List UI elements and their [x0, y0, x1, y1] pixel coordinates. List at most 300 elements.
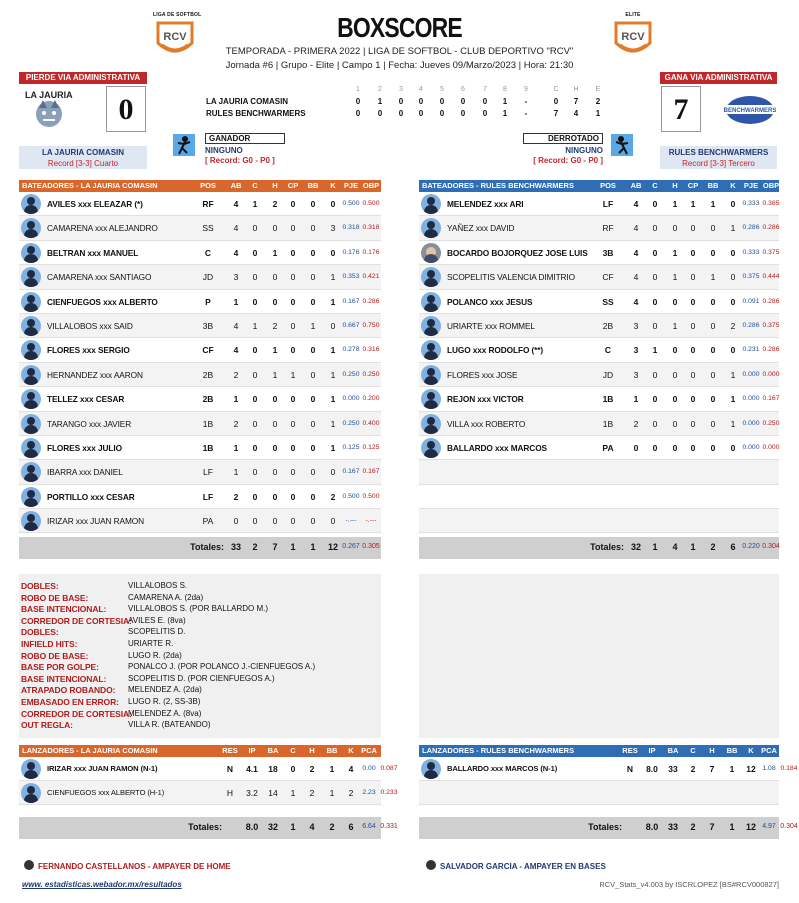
- avatar-head: [27, 490, 35, 498]
- stat-obp: 0.400: [362, 419, 380, 427]
- column-header: K: [348, 746, 354, 755]
- stat-obp: 0.167: [362, 468, 380, 476]
- avatar-body: [24, 351, 38, 360]
- stat-bb: 0: [710, 345, 716, 356]
- stat-k: 1: [730, 394, 736, 405]
- batter-row: [419, 192, 779, 216]
- stat-obp: 0.125: [362, 443, 380, 451]
- results-link[interactable]: www. estadisticas.webador.mx/resultados: [22, 880, 182, 889]
- batter-row: [19, 265, 381, 289]
- stat-c: 0: [652, 272, 658, 283]
- stat-pje: 0.286: [742, 321, 760, 329]
- stat-c: 0: [290, 764, 296, 774]
- away-team-card: [19, 146, 147, 169]
- stat-h: 0: [272, 467, 278, 478]
- inning-number: 2: [378, 86, 382, 93]
- stat-bb: 0: [310, 516, 316, 527]
- column-header: RES: [622, 746, 638, 755]
- away-logo-text: LA JAURIA: [25, 90, 73, 100]
- player-name[interactable]: SCOPELITIS VALENCIA DIMITRIO: [447, 272, 575, 283]
- batter-row: [19, 216, 381, 240]
- player-name[interactable]: FLORES xxx SERGIO: [47, 345, 130, 356]
- stat-obp: 0.286: [762, 346, 780, 354]
- avatar-body: [424, 351, 438, 360]
- totals-row: [419, 817, 798, 839]
- player-avatar-icon: [21, 267, 41, 287]
- stat-ab: 4: [233, 223, 239, 234]
- stat-obp: 0.318: [362, 224, 380, 232]
- stat-pos: SS: [602, 296, 614, 307]
- player-name[interactable]: TARANGO xxx JAVIER: [47, 418, 132, 429]
- stat-pos: 1B: [202, 418, 214, 429]
- stat-pje: 0.353: [342, 273, 360, 281]
- stat-c: 0: [652, 296, 658, 307]
- stat-pca: 0.00: [362, 765, 376, 772]
- player-name[interactable]: VILLA xxx ROBERTO: [447, 418, 526, 429]
- stat-k: 0: [730, 199, 736, 209]
- stat-h: 0: [672, 369, 678, 380]
- column-header: BB: [307, 181, 319, 190]
- batter-row: [419, 338, 779, 362]
- batter-row: [419, 241, 779, 265]
- player-avatar-icon: [421, 759, 441, 779]
- total-obp: 0.304: [762, 543, 780, 551]
- column-header: C: [690, 746, 696, 755]
- stat-bb: 0: [310, 247, 316, 258]
- umpire-bases: [426, 860, 606, 871]
- stat-pje: 0.278: [342, 346, 360, 354]
- player-avatar-icon: [21, 340, 41, 360]
- inning-runs: 0: [398, 109, 404, 118]
- stat-res: H: [226, 788, 234, 798]
- game-notes: [19, 574, 381, 738]
- note-key: ROBO DE BASE:: [21, 592, 89, 603]
- stat-pje: 0.318: [342, 224, 360, 232]
- avatar-head: [27, 197, 35, 205]
- avatar-body: [424, 205, 438, 214]
- stat-pos: LF: [602, 199, 614, 209]
- batter-row: [419, 290, 779, 314]
- stat-cp: 0: [290, 345, 296, 356]
- inning-number: 6: [461, 86, 465, 93]
- column-header: PJE: [343, 181, 359, 190]
- stat-h: 0: [272, 296, 278, 307]
- table-spacer: [419, 805, 779, 817]
- avatar-body: [24, 449, 38, 458]
- stat-pop: 0.184: [780, 765, 798, 772]
- note-key: EMBASADO EN ERROR:: [21, 697, 119, 707]
- note-value: LUGO R. (2da): [128, 650, 182, 660]
- player-name[interactable]: LUGO xxx RODOLFO (**): [447, 345, 544, 356]
- home_pitching-header: [419, 745, 797, 757]
- player-name[interactable]: BOCARDO BOJORQUEZ JOSE LUIS: [447, 247, 588, 258]
- home-team-logo: [722, 88, 778, 132]
- stat-h: 1: [672, 247, 678, 258]
- player-name[interactable]: CIENFUEGOS xxx ALBERTO: [47, 296, 158, 307]
- stat-ab: 3: [233, 272, 239, 283]
- batter-row: [419, 363, 779, 387]
- total-pop: 0.331: [380, 823, 398, 830]
- player-avatar-icon: [21, 783, 41, 803]
- pitcher-row: [419, 757, 798, 781]
- total-h: 7: [272, 542, 278, 553]
- column-header: BB: [726, 746, 738, 755]
- avatar-head: [427, 441, 435, 449]
- player-name[interactable]: CAMARENA xxx SANTIAGO: [47, 272, 152, 283]
- winner-label: GANADOR: [205, 133, 285, 144]
- stat-obp: 0.250: [362, 370, 380, 378]
- stat-ab: 3: [633, 345, 639, 356]
- league-logo-caption: LIGA DE SOFTBOL: [153, 12, 202, 18]
- player-avatar-icon: [421, 438, 441, 458]
- pitcher-row: [19, 757, 398, 781]
- batter-row: [19, 338, 381, 362]
- batter-row: [419, 265, 779, 289]
- stat-pje: 0.176: [342, 248, 360, 256]
- player-avatar-icon: [421, 243, 441, 263]
- avatar-head: [27, 417, 35, 425]
- stat-pca: 1.08: [762, 765, 776, 772]
- inning-runs: 0: [460, 109, 466, 118]
- stat-k: 3: [330, 223, 336, 234]
- column-header: AB: [630, 181, 642, 190]
- stat-pje: 0.000: [742, 443, 760, 451]
- stat-ba: 33: [668, 764, 678, 774]
- stat-obp: 0.286: [762, 224, 780, 232]
- avatar-head: [27, 392, 35, 400]
- stat-cp: 0: [690, 442, 696, 453]
- total-h: 4: [309, 822, 315, 832]
- stat-h: 0: [272, 394, 278, 405]
- column-header: POS: [200, 181, 216, 190]
- stat-obp: 0.000: [762, 443, 780, 451]
- stat-k: 1: [730, 223, 736, 234]
- stat-k: 0: [730, 272, 736, 283]
- stat-bb: 0: [310, 418, 316, 429]
- away_pitching-header: [19, 745, 397, 757]
- note-key: DOBLES:: [21, 581, 59, 591]
- avatar-body: [24, 400, 38, 409]
- player-name[interactable]: PORTILLO xxx CESAR: [47, 491, 135, 502]
- note-value: VILLALOBOS S.: [128, 581, 188, 590]
- stat-h: 0: [272, 491, 278, 502]
- stat-cp: 0: [290, 491, 296, 502]
- stat-bb: 0: [310, 296, 316, 307]
- player-name[interactable]: IBARRA xxx DANIEL: [47, 467, 123, 478]
- player-avatar-icon: [21, 759, 41, 779]
- rhe-value: 7: [573, 97, 579, 106]
- avatar-head: [427, 270, 435, 278]
- stat-pje: 0.333: [742, 248, 760, 256]
- avatar-body: [24, 770, 38, 779]
- note-value: LUGO R. (2, SS-3B): [128, 697, 201, 706]
- stat-pje: 0.333: [742, 200, 760, 207]
- stat-cp: 0: [290, 247, 296, 258]
- avatar-head: [27, 465, 35, 473]
- player-name[interactable]: VILLALOBOS xxx SAID: [47, 320, 133, 331]
- player-name[interactable]: POLANCO xxx JESUS: [447, 296, 533, 307]
- home-logo-text: BENCHWARMERS: [723, 108, 777, 114]
- total-k: 12: [745, 822, 756, 832]
- stat-c: 1: [252, 199, 258, 209]
- stat-pje: 0.250: [342, 370, 360, 378]
- stat-bb: 0: [710, 394, 716, 405]
- pitcher-icon: [173, 134, 195, 156]
- player-avatar-icon: [21, 511, 41, 531]
- player-name[interactable]: HERNANDEZ xxx AARON: [47, 369, 143, 380]
- avatar-head: [427, 417, 435, 425]
- stat-c: 2: [690, 764, 696, 774]
- column-header: C: [290, 746, 296, 755]
- inning-runs: -: [524, 109, 528, 118]
- stat-k: 0: [330, 467, 336, 478]
- page-title: BOXSCORE: [337, 12, 462, 43]
- stat-cp: 0: [290, 320, 296, 331]
- stat-k: 0: [330, 516, 336, 527]
- batter-row: [19, 436, 381, 460]
- avatar-body: [424, 400, 438, 409]
- stat-obp: 0.750: [362, 321, 380, 329]
- avatar-body: [24, 498, 38, 507]
- stat-ab: 2: [633, 418, 639, 429]
- stat-c: 0: [252, 296, 258, 307]
- stat-h: 1: [672, 272, 678, 283]
- player-name[interactable]: URIARTE xxx ROMMEL: [447, 320, 535, 331]
- player-name[interactable]: IRIZAR xxx JUAN RAMON (N-1): [47, 764, 158, 773]
- stat-h: 2: [309, 788, 315, 798]
- stat-pje: 0.000: [742, 370, 760, 378]
- away-score: 0: [106, 86, 146, 132]
- column-header: POP: [381, 746, 397, 755]
- batter-row: [19, 314, 381, 338]
- totals-label: Totales:: [588, 822, 622, 832]
- umpire-home-label: FERNANDO CASTELLANOS - AMPAYER DE HOME: [38, 862, 231, 871]
- home-team-name: RULES BENCHWARMERS: [668, 148, 769, 157]
- avatar-head: [27, 221, 35, 229]
- linescore: [206, 86, 606, 122]
- stat-bb: 1: [329, 788, 335, 798]
- stat-c: 0: [652, 442, 658, 453]
- stat-pos: SS: [202, 223, 214, 234]
- player-avatar-icon: [421, 194, 441, 214]
- stat-cp: 0: [690, 223, 696, 234]
- player-avatar-icon: [421, 340, 441, 360]
- home-result-banner: GANA VIA ADMINISTRATIVA: [660, 72, 777, 84]
- stat-cp: 0: [290, 296, 296, 307]
- column-header: BA: [267, 746, 279, 755]
- total-pca: 6.64: [362, 823, 376, 830]
- stat-pos: JD: [602, 369, 614, 380]
- player-avatar-icon: [21, 487, 41, 507]
- column-header: OBP: [762, 181, 780, 190]
- stat-pje: 0.000: [742, 395, 760, 403]
- note-key: CORREDOR DE CORTESIA:: [21, 708, 132, 719]
- stat-obp: 0.286: [362, 297, 380, 305]
- total-cp: 1: [290, 542, 296, 553]
- batter-row: [19, 412, 381, 436]
- linescore-team: LA JAURIA COMASIN: [206, 97, 289, 106]
- inning-number: 3: [399, 86, 403, 93]
- stat-h: 1: [272, 369, 278, 380]
- total-k: 12: [327, 542, 338, 553]
- column-header: BB: [326, 746, 338, 755]
- stat-pos: CF: [602, 272, 614, 283]
- player-avatar-icon: [21, 316, 41, 336]
- avatar-body: [24, 473, 38, 482]
- inning-number: 5: [440, 86, 444, 93]
- note-value: VILLALOBOS S. (POR BALLARDO M.): [128, 604, 269, 614]
- avatar-body: [424, 770, 438, 779]
- stat-h: 1: [672, 320, 678, 331]
- stat-ip: 8.0: [646, 764, 658, 774]
- stat-c: 0: [652, 247, 658, 258]
- note-value: SCOPELITIS D. (POR CIENFUEGOS A.): [128, 673, 275, 683]
- player-name[interactable]: CIENFUEGOS xxx ALBERTO (H-1): [47, 788, 165, 797]
- rhe-value: 2: [595, 97, 601, 106]
- player-name[interactable]: REJON xxx VICTOR: [447, 394, 524, 405]
- player-name[interactable]: MELENDEZ xxx ARI: [447, 199, 524, 209]
- home-score: 7: [661, 86, 701, 132]
- rhe-value: 7: [553, 109, 559, 118]
- stat-cp: 0: [690, 320, 696, 331]
- batter-row: [19, 485, 381, 509]
- column-header: BA: [667, 746, 679, 755]
- stat-pos: 3B: [202, 320, 214, 331]
- total-k: 6: [348, 822, 354, 832]
- stat-pos: 3B: [602, 247, 614, 258]
- column-header: C: [652, 181, 658, 190]
- season-subtitle: TEMPORADA - PRIMERA 2022 | LIGA DE SOFTBOL - CLUB DEPORTIVO "RCV": [225, 46, 574, 57]
- stat-c: 0: [252, 272, 258, 283]
- stat-pos: 2B: [202, 394, 214, 405]
- avatar-body: [24, 522, 38, 531]
- stat-bb: 0: [710, 442, 716, 453]
- stat-pos: 2B: [202, 369, 214, 380]
- player-name[interactable]: AVILES xxx ELEAZAR (*): [47, 199, 143, 209]
- player-name[interactable]: YAÑEZ xxx DAVID: [447, 223, 515, 234]
- stat-obp: 0.385: [762, 200, 780, 207]
- stat-bb: 0: [310, 467, 316, 478]
- stat-ab: 4: [233, 199, 239, 209]
- away_batting-header: [19, 180, 381, 192]
- stat-cp: 0: [690, 394, 696, 405]
- player-avatar-icon: [21, 292, 41, 312]
- stat-cp: 0: [290, 467, 296, 478]
- table-title: LANZADORES - LA JAURIA COMASIN: [22, 746, 158, 755]
- total-cp: 1: [690, 542, 696, 553]
- batter-row: [19, 509, 381, 533]
- stat-h: 1: [272, 345, 278, 356]
- avatar-body: [24, 254, 38, 263]
- stat-c: 0: [252, 467, 258, 478]
- player-name[interactable]: FLORES xxx JULIO: [47, 442, 122, 453]
- stat-c: 0: [652, 394, 658, 405]
- stat-ab: 2: [233, 491, 239, 502]
- player-avatar-icon: [421, 316, 441, 336]
- inning-number: 8: [503, 86, 507, 93]
- avatar-head: [27, 441, 35, 449]
- stat-c: 0: [252, 345, 258, 356]
- batter-row: [419, 436, 779, 460]
- table-title: BATEADORES - RULES BENCHWARMERS: [422, 181, 574, 190]
- column-header: H: [709, 746, 715, 755]
- stat-ab: 4: [633, 199, 639, 209]
- stat-obp: 0.375: [762, 321, 780, 329]
- avatar-head: [27, 514, 35, 522]
- stat-obp: -.---: [365, 517, 377, 525]
- player-name[interactable]: BALLARDO xxx MARCOS (N-1): [447, 764, 558, 773]
- stat-ab: 0: [633, 442, 639, 453]
- note-value: AVILES E. (8va): [128, 615, 186, 625]
- avatar-body: [424, 278, 438, 287]
- player-avatar-icon: [421, 414, 441, 434]
- loser-record: [ Record: G0 - P0 ]: [533, 156, 603, 165]
- stat-pje: 0.125: [342, 443, 360, 451]
- winner-name: NINGUNO: [205, 146, 243, 155]
- player-avatar-icon: [421, 389, 441, 409]
- stat-k: 2: [330, 491, 336, 502]
- stat-pop: 0.087: [380, 765, 398, 772]
- stat-k: 12: [746, 764, 756, 774]
- player-name[interactable]: CAMARENA xxx ALEJANDRO: [47, 223, 158, 234]
- player-name[interactable]: FLORES xxx JOSE: [447, 369, 518, 380]
- stat-h: 1: [272, 247, 278, 258]
- table-title: BATEADORES - LA JAURIA COMASIN: [22, 181, 158, 190]
- stat-ab: 4: [633, 296, 639, 307]
- player-name[interactable]: IRIZAR xxx JUAN RAMON: [47, 516, 145, 527]
- home-team-record: Record [3-3] Tercero: [682, 159, 755, 168]
- stat-h: 0: [272, 223, 278, 234]
- avatar-body: [24, 303, 38, 312]
- stat-h: 2: [309, 764, 315, 774]
- stat-ab: 4: [233, 320, 239, 331]
- stat-h: 0: [272, 418, 278, 429]
- stat-pos: LF: [203, 467, 213, 478]
- stat-pos: C: [604, 345, 612, 356]
- stat-h: 0: [272, 442, 278, 453]
- total-ip: 8.0: [245, 822, 259, 832]
- avatar-body: [424, 229, 438, 238]
- column-header: H: [309, 746, 315, 755]
- stat-ab: 0: [233, 516, 239, 527]
- player-name[interactable]: TELLEZ xxx CESAR: [47, 394, 125, 405]
- stat-bb: 0: [310, 442, 316, 453]
- stat-ab: 1: [233, 467, 239, 478]
- avatar-head: [27, 246, 35, 254]
- inning-number: 7: [483, 86, 487, 93]
- stat-cp: 0: [290, 418, 296, 429]
- stat-ab: 1: [233, 296, 239, 307]
- stat-cp: 0: [290, 394, 296, 405]
- avatar-body: [24, 327, 38, 336]
- rhe-value: 0: [553, 97, 559, 106]
- loser-name: NINGUNO: [565, 146, 603, 155]
- empty-row: [419, 485, 779, 509]
- avatar-body: [424, 376, 438, 385]
- version-label: RCV_Stats_v4.003 by ISCRLOPEZ [BS#RCV000827]: [599, 880, 779, 889]
- player-name[interactable]: BALLARDO xxx MARCOS: [447, 442, 547, 453]
- batter-row: [19, 363, 381, 387]
- player-name[interactable]: BELTRAN xxx MANUEL: [47, 247, 139, 258]
- avatar-head: [27, 368, 35, 376]
- stat-pje: 0.091: [742, 297, 760, 305]
- elite-logo-text: RCV: [621, 31, 645, 43]
- empty-row: [419, 460, 779, 484]
- avatar-body: [424, 327, 438, 336]
- table-title: LANZADORES - RULES BENCHWARMERS: [422, 746, 575, 755]
- batter-row: [19, 290, 381, 314]
- total-obp: 0.305: [362, 543, 380, 551]
